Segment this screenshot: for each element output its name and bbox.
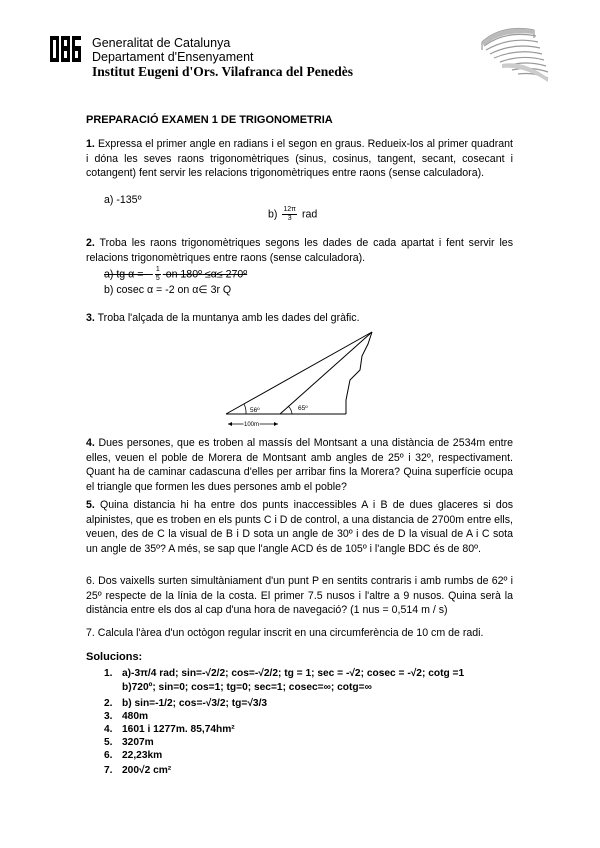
question-1-a: a) -135º (104, 194, 142, 206)
question-1-b-label: b) (268, 208, 278, 221)
solution-3-number: 3. (104, 711, 113, 722)
question-4-text: Dues persones, que es troben al massís del Montsant a una distància de 2534m entre elles, veuen el poble de Morera de Montsant amb angles de 25º i 32º, respectivament. Quant ha de caminar cadascuna d'elles per arribar fins la Morera? Quina superfície ocupa el triangle que formen les dues persones amb el poble? (86, 437, 513, 493)
stairs-logo-icon (472, 20, 552, 88)
question-3-text: Troba l'alçada de la muntanya amb les dades del gràfic. (97, 312, 360, 324)
solution-7-number: 7. (104, 765, 113, 776)
distance-label: 100m (244, 422, 260, 428)
solution-6-number: 6. (104, 750, 113, 761)
question-2-a-fraction (155, 266, 161, 283)
question-1 (86, 137, 513, 181)
sightline-1 (226, 332, 372, 414)
question-6-number: 6. (86, 575, 95, 587)
question-7-text: Calcula l'àrea d'un octògon regular inscrit en una circumferència de 10 cm de radi. (97, 627, 484, 639)
solution-5 (104, 736, 154, 749)
question-5 (86, 498, 513, 556)
solution-3 (104, 710, 148, 723)
solution-6 (104, 749, 162, 762)
arrow-head-left (228, 422, 232, 426)
question-1-b-fraction (282, 206, 297, 223)
generalitat-logo-icon (50, 34, 82, 64)
question-3-number: 3. (86, 312, 95, 324)
solution-7 (104, 764, 171, 777)
question-6-text: Dos vaixells surten simultàniament d'un punt P en sentits contraris i amb rumbs de 62º i 25º respecte de la línia de la costa. El primer 7.5 nusos i l'altre a 9 nusos. Quina serà la distància entre els dos al cap d'una hora de navegació? (1 nus = 0,514 m / s) (86, 575, 513, 617)
question-2-b: b) cosec α = -2 on α∈ 3r Q (104, 284, 232, 296)
question-2-a-pre: a) tg α = - (104, 268, 150, 281)
solution-2-number: 2. (104, 698, 113, 709)
solution-1b: b)720º; sin=0; cos=1; tg=0; sec=1; cosec=∞; cotg=∞ (122, 682, 372, 693)
fraction-numerator: 12π (283, 206, 296, 213)
question-5-number: 5. (86, 499, 95, 511)
question-1-number: 1. (86, 138, 95, 150)
solution-4-text: 1601 i 1277m. 85,74hm² (122, 724, 235, 735)
solution-1 (104, 667, 524, 680)
solution-4-number: 4. (104, 724, 113, 735)
header-institute: Institut Eugeni d'Ors. Vilafranca del Penedès (92, 64, 354, 79)
header-line-2: Departament d'Ensenyament (92, 50, 254, 64)
solution-3-text: 480m (122, 711, 149, 722)
question-7 (86, 626, 513, 641)
question-2 (86, 236, 513, 265)
sightline-2 (280, 332, 372, 414)
solution-5-text: 3207m (122, 737, 154, 748)
question-4-number: 4. (86, 437, 95, 449)
question-6 (86, 574, 513, 618)
angle-label-1: 56º (250, 407, 260, 414)
question-1-b (268, 206, 317, 223)
solution-4 (104, 723, 235, 736)
solution-1a: a)-3π/4 rad; sin=-√2/2; cos=-√2/2; tg = 1; sec = -√2; cosec = -√2; cotg =1 (122, 668, 465, 679)
angle-label-2: 65º (298, 405, 308, 412)
question-3 (86, 311, 513, 326)
header-line-1: Generalitat de Catalunya (92, 36, 231, 50)
question-2-number: 2. (86, 237, 95, 249)
solutions-title: Solucions: (86, 651, 143, 663)
solution-2 (104, 697, 267, 710)
fraction-numerator: 1 (155, 266, 160, 273)
solution-7-text: 200√2 cm² (122, 765, 172, 776)
question-2-a (104, 266, 247, 283)
mountain-diagram (222, 326, 382, 430)
angle-arc-1 (244, 404, 246, 414)
solution-6-text: 22,23km (122, 750, 163, 761)
fraction-denominator: 3 (287, 215, 292, 222)
question-2-a-post: on 180º ≤α≤ 270º (165, 268, 248, 281)
solution-1-number: 1. (104, 668, 113, 679)
fraction-denominator: 5 (155, 275, 160, 282)
question-1-text: Expressa el primer angle en radians i el segon en graus. Redueix-los al primer quadrant i dóna les seves raons trigonomètriques (sinus, cosinus, tangent, secant, cosecant i cotangent) fent servir les relacions trigonomètriques entre raons (sense calculadora). (86, 138, 513, 180)
solution-2-text: b) sin=-1/2; cos=-√3/2; tg=√3/3 (122, 698, 268, 709)
angle-arc-2 (288, 406, 292, 414)
page-title: PREPARACIÓ EXAMEN 1 DE TRIGONOMETRIA (86, 114, 333, 126)
question-2-text: Troba les raons trigonomètriques segons les dades de cada apartat i fent servir les relacions trigonomètriques entre raons (sense calculadora). (86, 237, 513, 264)
question-4 (86, 436, 513, 494)
solution-5-number: 5. (104, 737, 113, 748)
question-7-number: 7. (86, 627, 95, 639)
question-5-text: Quina distancia hi ha entre dos punts inaccessibles A i B de dues glaceres si dos alpinistes, que es troben en els punts C i D de control, a una distancia de 2700m entre ells, veuen, des de C la visual de B i D sota un angle de 30º i des de D la visual de A i C sota un angle de 35º? A més, se sap que l'angle ACD és de 105º i l'angle BDC és de 80º. (86, 499, 514, 555)
question-1-b-unit: rad (301, 208, 318, 221)
arrow-head-right (274, 422, 278, 426)
